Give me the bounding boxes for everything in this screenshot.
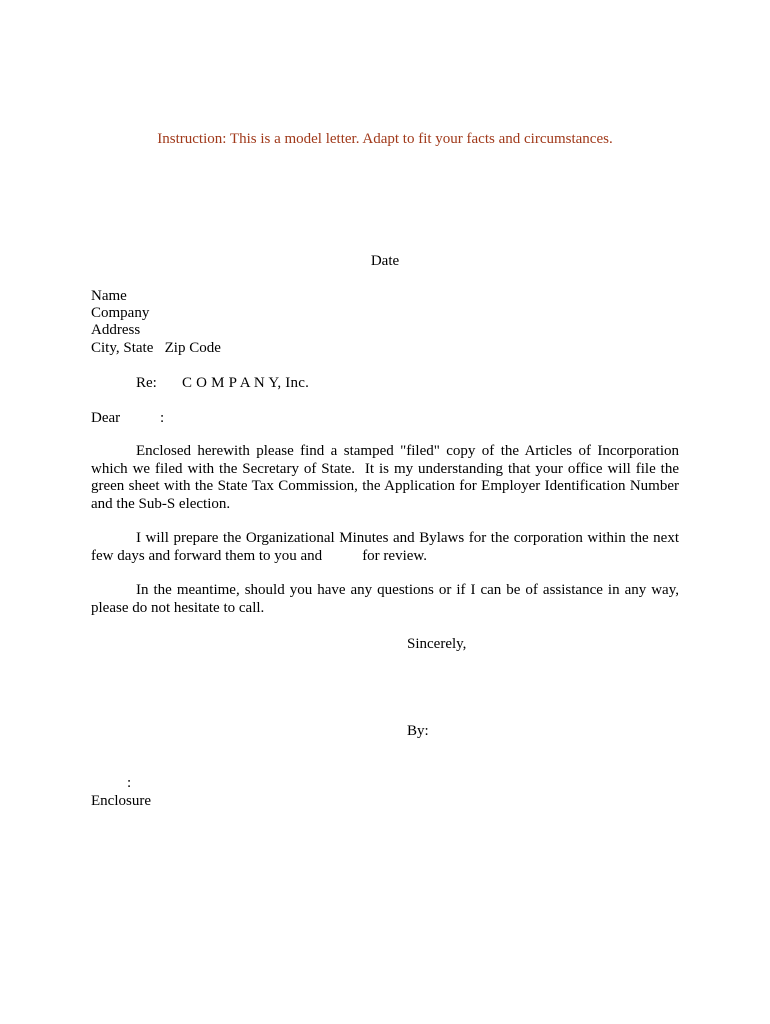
paragraph-prepare-start: I will prepare the Organizational Minutes and Bylaws for the corporation within the next few days and forward them to you and <box>91 530 679 564</box>
re-label: Re: <box>136 375 157 391</box>
letter-date: Date <box>370 253 400 269</box>
recipient-company: Company <box>91 305 150 321</box>
paragraph-prepare-end: for review. <box>362 547 428 564</box>
initials-colon: : <box>127 775 132 791</box>
recipient-city-state-zip: City, State Zip Code <box>91 340 221 356</box>
salutation-dear: Dear <box>91 410 121 426</box>
recipient-name: Name <box>91 288 127 304</box>
instruction-note: Instruction: This is a model letter. Adapt to fit your facts and circumstances. <box>157 131 613 147</box>
paragraph-enclosed: Enclosed herewith please find a stamped "filed" copy of the Articles of Incorporation which we filed with the Secretary of State. It is my understanding that your office will file the green sheet with the State Tax Commission, the Application for Employer Identification Number and the Sub-S election. <box>91 443 683 512</box>
salutation-colon: : <box>160 410 165 426</box>
closing-sincerely: Sincerely, <box>407 636 467 652</box>
enclosure-note: Enclosure <box>91 793 151 809</box>
re-subject: C O M P A N Y, Inc. <box>182 375 310 391</box>
signature-by: By: <box>407 723 429 739</box>
paragraph-prepare <box>91 530 679 565</box>
paragraph-meantime: In the meantime, should you have any questions or if I can be of assistance in any way, please do not hesitate to call. <box>91 582 679 616</box>
recipient-address: Address <box>91 322 141 338</box>
